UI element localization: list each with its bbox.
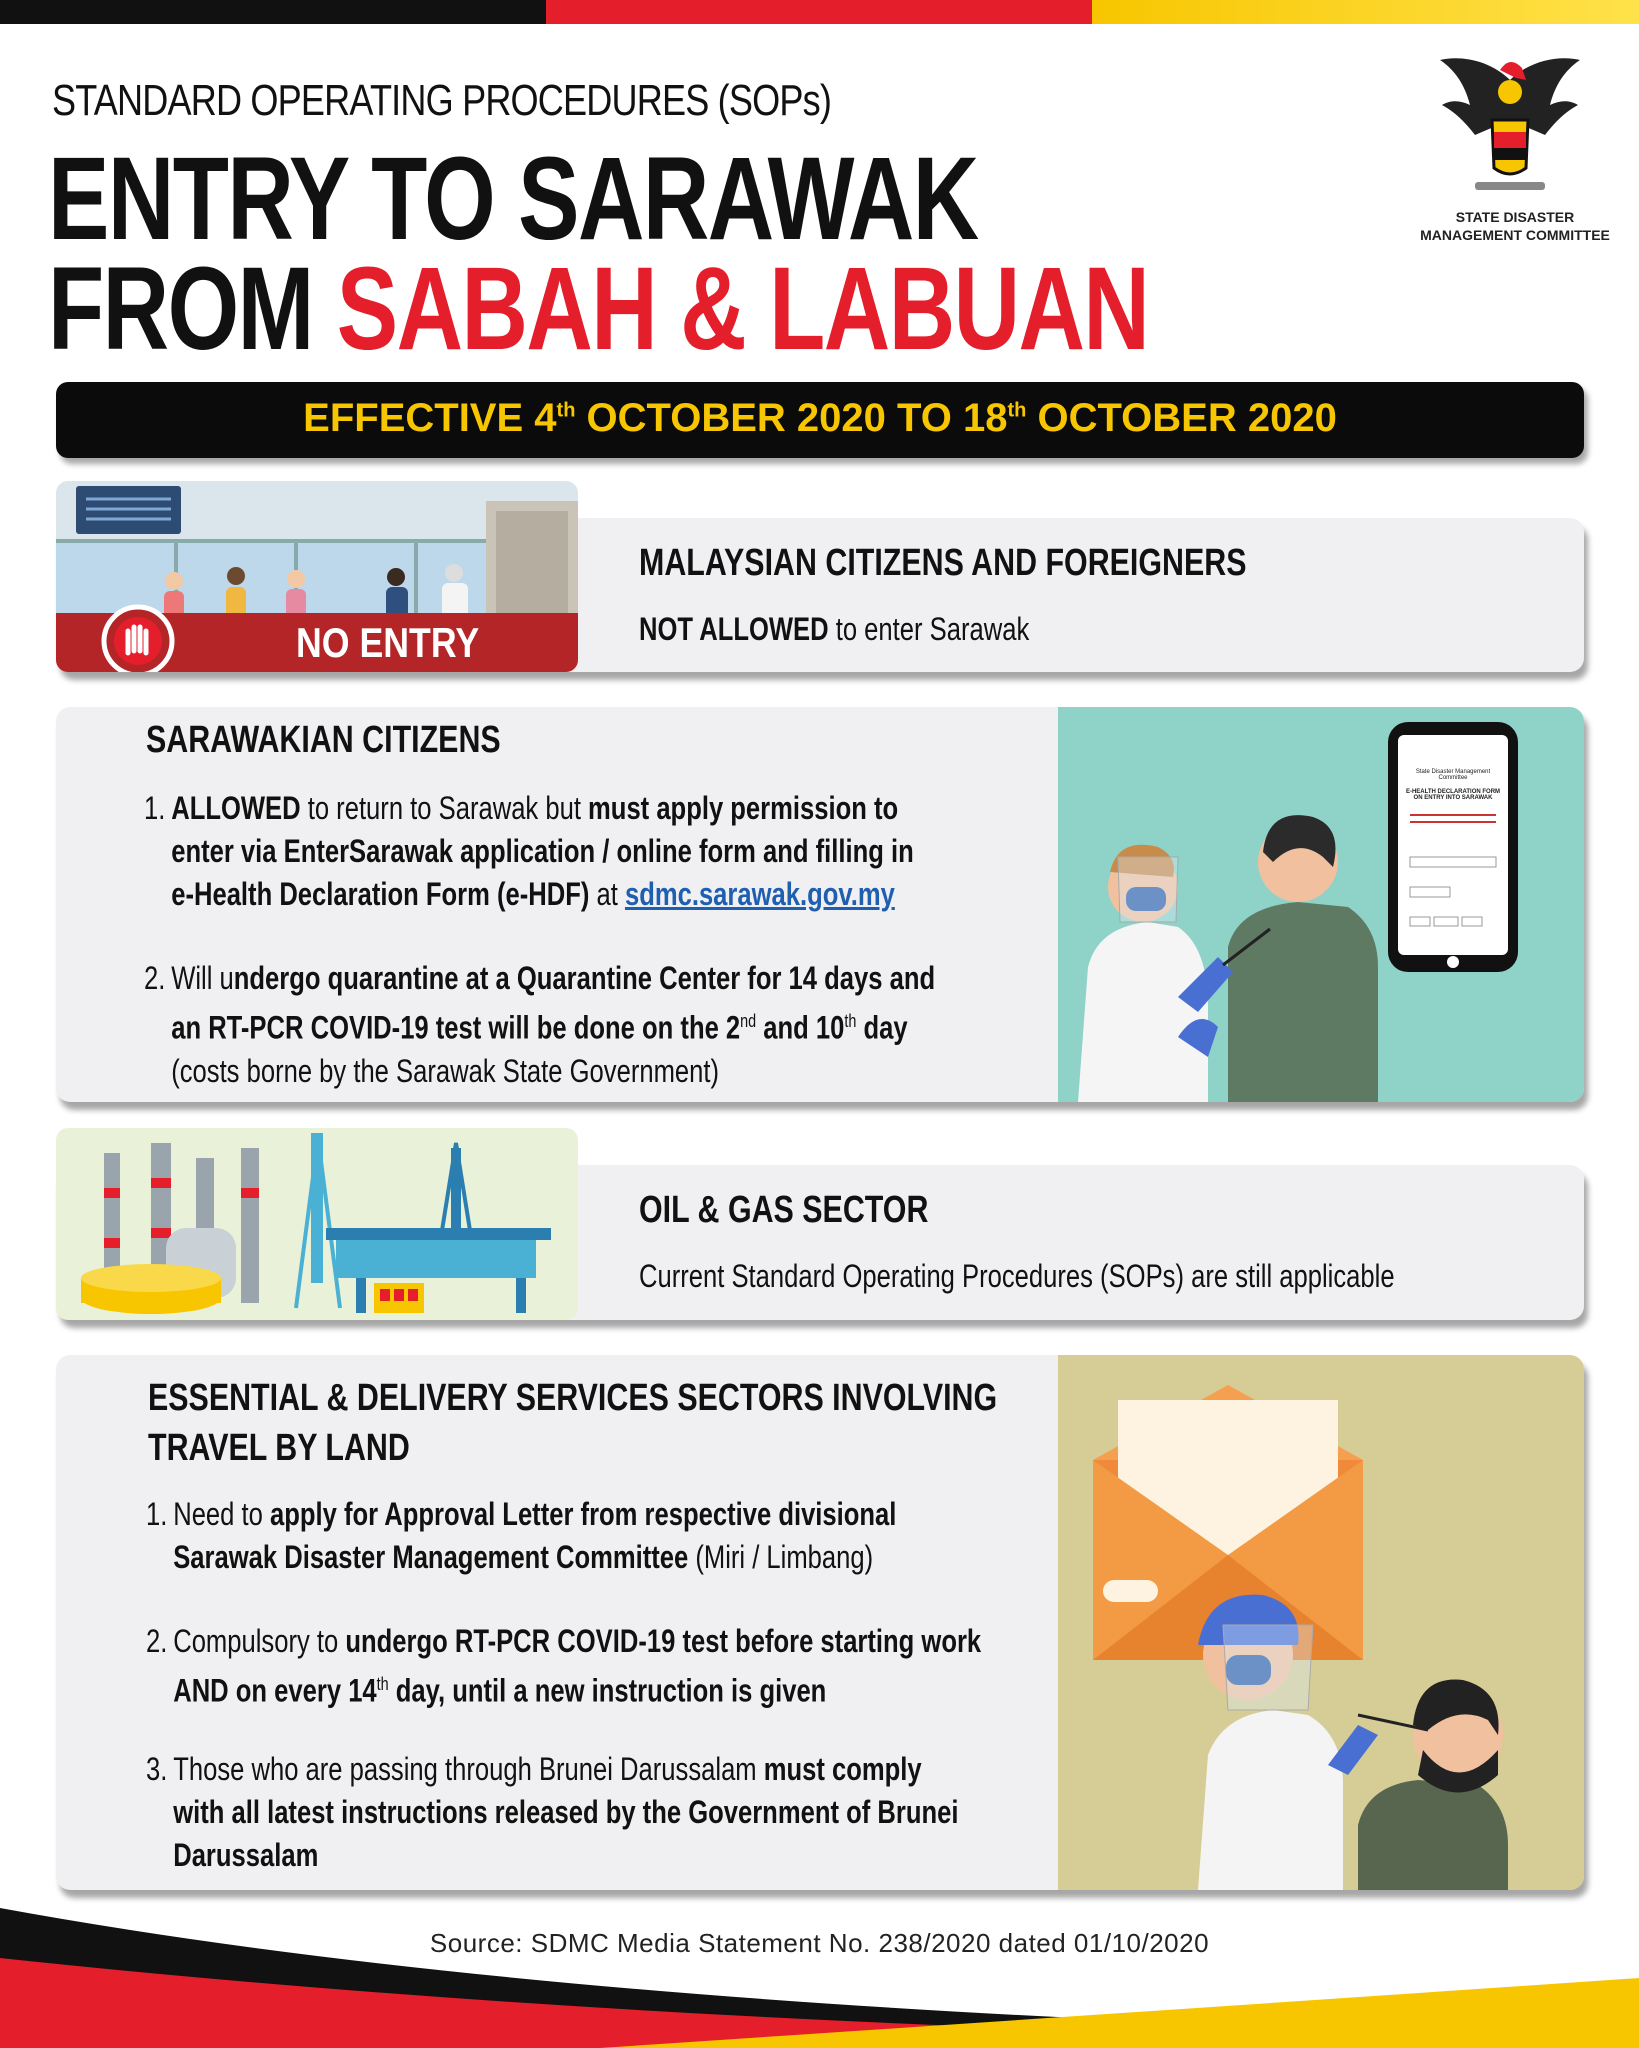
phone-form-title: E-HEALTH DECLARATION FORM ON ENTRY INTO SARAWAK: [1405, 789, 1501, 801]
top-stripe-black: [0, 0, 546, 24]
panel-essential-delivery: [56, 1355, 1584, 1890]
essential-item-2: 2. Compulsory to undergo RT-PCR COVID-19 test before starting work AND on every 14th day, until a new instruction is given: [146, 1623, 982, 1709]
sarawak-hornbill-crest-icon: [1430, 50, 1590, 200]
envelope-swab-illustration: [1058, 1355, 1584, 1890]
effective-date-banner: [56, 382, 1584, 458]
swab-test-phone-illustration: [1058, 707, 1584, 1102]
no-entry-label: NO ENTRY: [296, 619, 480, 666]
essential-item-1: 1. Need to apply for Approval Letter from respective divisional Sarawak Disaster Management Committee (Miri / Limbang): [146, 1496, 897, 1575]
source-citation: Source: SDMC Media Statement No. 238/2020 dated 01/10/2020: [429, 1928, 1210, 1958]
sarawakian-heading: SARAWAKIAN CITIZENS: [146, 719, 501, 761]
effective-date-text: EFFECTIVE 4th OCTOBER 2020 TO 18th OCTOBER 2020: [303, 396, 1337, 440]
oilgas-heading: OIL & GAS SECTOR: [639, 1189, 929, 1231]
page-subtitle: STANDARD OPERATING PROCEDURES (SOPs): [52, 76, 832, 125]
sarawakian-item-2: 2. Will undergo quarantine at a Quarantine Center for 14 days and an RT-PCR COVID-19 test will be done on the 2nd and 10th day (costs borne by the Sarawak State Government): [144, 960, 936, 1089]
malaysian-heading: MALAYSIAN CITIZENS AND FOREIGNERS: [639, 542, 1247, 584]
essential-heading: ESSENTIAL & DELIVERY SERVICES SECTORS INVOLVING TRAVEL BY LAND: [148, 1377, 998, 1469]
essential-item-3: 3. Those who are passing through Brunei Darussalam must comply with all latest instructions released by the Government of Brunei Darussalam: [146, 1751, 959, 1873]
sdmc-website-link[interactable]: sdmc.sarawak.gov.my: [624, 876, 895, 912]
panel-sarawakian-citizens: [56, 707, 1584, 1102]
sarawakian-item-1: 1. ALLOWED to return to Sarawak but must apply permission to enter via EnterSarawak application / online form and filling in e-Health Declaration Form (e-HDF) at sdmc.sarawak.gov.my: [144, 790, 914, 912]
phone-header-text: State Disaster Management Committee: [1415, 769, 1491, 781]
no-entry-airport-illustration: [56, 481, 578, 672]
page-title-line2: FROM SABAH & LABUAN: [48, 243, 1149, 375]
malaysian-text: NOT ALLOWED to enter Sarawak: [639, 611, 1030, 647]
top-stripe-yellow: [1092, 0, 1639, 24]
logo-caption: STATE DISASTER MANAGEMENT COMMITTEE: [1420, 209, 1610, 243]
oil-gas-refinery-illustration: [56, 1128, 578, 1320]
page-title-line1: ENTRY TO SARAWAK: [48, 133, 978, 265]
top-stripe-red: [546, 0, 1092, 24]
oilgas-text: Current Standard Operating Procedures (SOPs) are still applicable: [639, 1258, 1395, 1294]
